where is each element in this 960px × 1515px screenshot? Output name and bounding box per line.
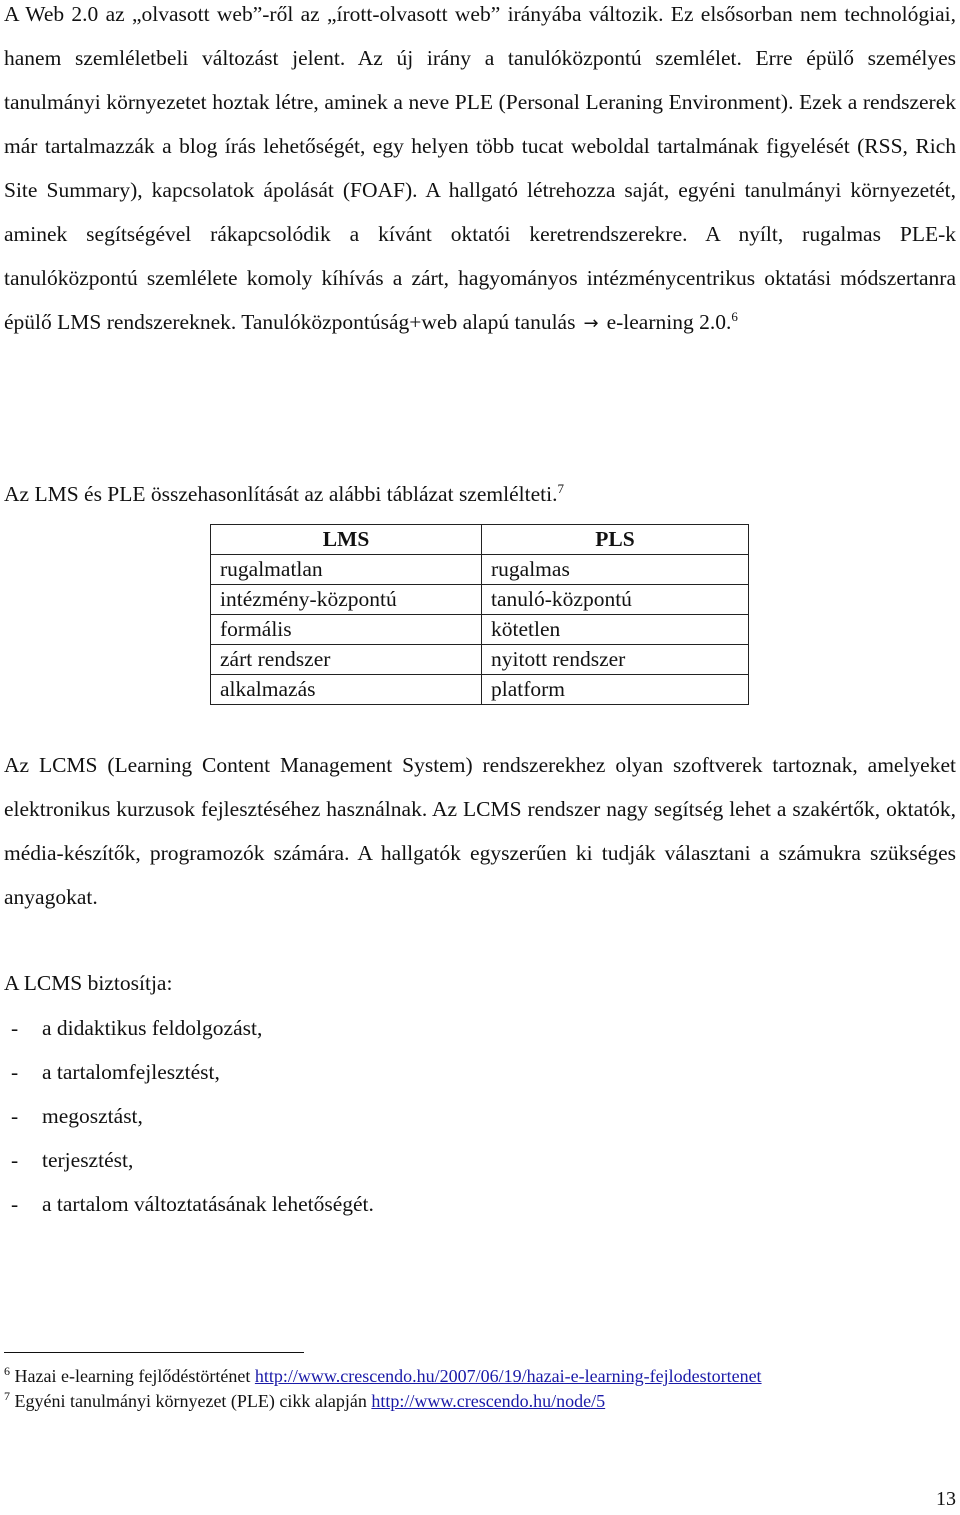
footnote-7 [4,1389,944,1414]
list-item-text: terjesztést, [42,1148,134,1172]
footnote-ref-7[interactable]: 7 [557,480,564,496]
footnote-text: Hazai e-learning fejlődéstörténet [14,1366,251,1386]
list-item [0,1094,374,1138]
footnote-number: 6 [4,1364,10,1378]
table-row [211,675,749,705]
lcms-list-intro: A LCMS biztosítja: [4,971,173,995]
paragraph1-text: A Web 2.0 az „olvasott web”-ről az „írott-olvasott web” irányába változik. Ez elsősorban nem technológiai, hanem szemléletbeli változást jelent. Az új irány a tanulóközpontú szemlélet. Erre épülő személyes tanulmányi környezetet hoztak létre, aminek a neve PLE (Personal Leraning Environment). Ezek a rendszerek már tartalmazzák a blog írás lehetőségét, egy helyen több tucat weboldal tartalmának figyelését (RSS, Rich Site Summary), kapcsolatok ápolását (FOAF). A hallgató létrehozza saját, egyéni tanulmányi környezetét, aminek segítségével rákapcsolódik a kívánt oktatói keretrendszerekre. A nyílt, rugalmas PLE-k tanulóközpontú szemlélete komoly kíhívás a zárt, hagyományos intézménycentrikus oktatási módszertanra épülő LMS rendszereknek. Tanulóközpontúság+web alapú tanulás [4,2,956,334]
table-cell: rugalmatlan [211,555,482,585]
list-bullet: - [11,1148,19,1172]
table-row [211,645,749,675]
lcms-list [0,1006,374,1226]
paragraph-lcms: Az LCMS (Learning Content Management System) rendszerekhez olyan szoftverek tartoznak, amelyeket elektronikus kurzusok fejlesztéséhez használnak. Az LCMS rendszer nagy segítség lehet a szakértők, oktatók, média-készítők, programozók számára. A hallgatók egyszerűen ki tudják választani a számukra szükséges anyagokat. [4,753,956,909]
list-item-text: a tartalom változtatásának lehetőségét. [42,1192,374,1216]
paragraph1-tail: e-learning 2.0. [606,310,732,334]
list-item [0,1050,374,1094]
table-row [211,555,749,585]
list-bullet: - [11,1104,19,1128]
list-bullet: - [11,1016,19,1040]
table-cell: nyitott rendszer [482,645,749,675]
table-row [211,585,749,615]
header-pls: PLS [482,525,749,555]
page-number: 13 [936,1488,956,1510]
footnote-ref-6[interactable]: 6 [731,308,738,324]
footnotes [4,1364,944,1414]
table-cell: formális [211,615,482,645]
footnote-number: 7 [4,1389,10,1403]
table-cell: kötetlen [482,615,749,645]
right-arrow-icon: → [583,313,599,334]
footnote-divider [4,1352,304,1353]
list-bullet: - [11,1192,19,1216]
header-lms: LMS [211,525,482,555]
list-bullet: - [11,1060,19,1084]
list-item [0,1006,374,1050]
list-item-text: megosztást, [42,1104,143,1128]
table-cell: intézmény-központú [211,585,482,615]
list-item [0,1138,374,1182]
table-cell: platform [482,675,749,705]
table-cell: tanuló-központú [482,585,749,615]
footnote-text: Egyéni tanulmányi környezet (PLE) cikk alapján [14,1391,367,1411]
list-item-text: a tartalomfejlesztést, [42,1060,220,1084]
footnote-link[interactable]: http://www.crescendo.hu/node/5 [371,1391,606,1411]
paragraph-web20-ple [4,0,956,346]
list-item-text: a didaktikus feldolgozást, [42,1016,263,1040]
table-row [211,615,749,645]
footnote-6 [4,1364,944,1389]
table-cell: zárt rendszer [211,645,482,675]
table-cell: rugalmas [482,555,749,585]
table-header-row [211,525,749,555]
comparison-table [210,524,749,705]
list-item [0,1182,374,1226]
footnote-link[interactable]: http://www.crescendo.hu/2007/06/19/hazai-e-learning-fejlodestortenet [254,1366,762,1386]
table-cell: alkalmazás [211,675,482,705]
table-intro [4,472,956,516]
table-intro-text: Az LMS és PLE összehasonlítását az alábbi táblázat szemlélteti. [4,482,558,506]
